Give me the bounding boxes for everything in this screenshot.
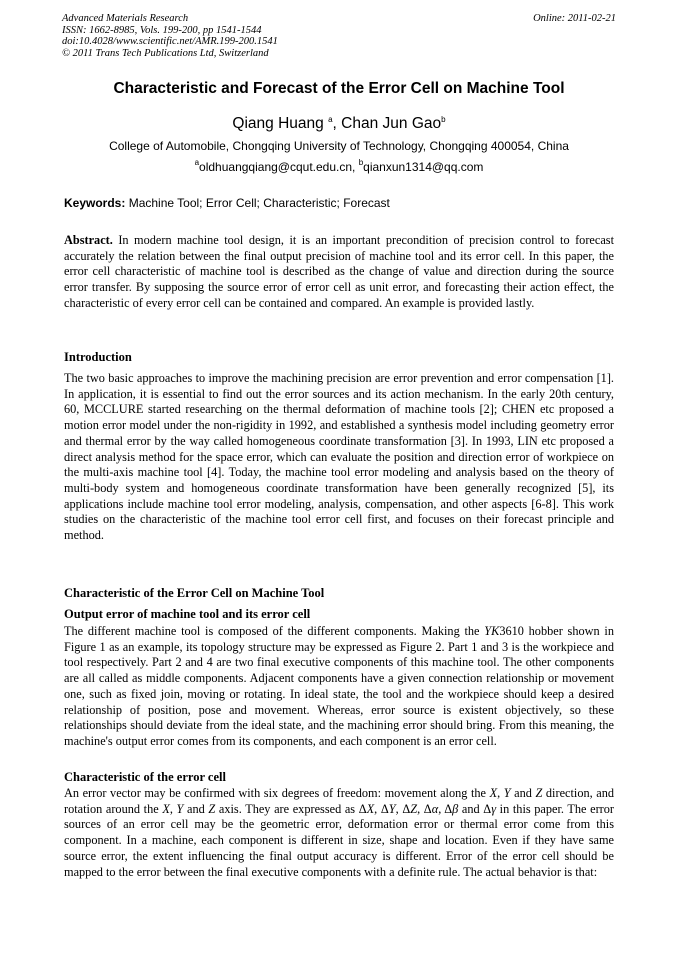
- axis-symbol: Y: [388, 801, 396, 816]
- text-run: The different machine tool is composed of the different components. Making the: [64, 624, 485, 638]
- text-run: , Δ: [438, 801, 453, 816]
- journal-header: [62, 13, 616, 59]
- greek-symbol: γ: [491, 801, 497, 816]
- section-heading-introduction: Introduction: [64, 350, 132, 364]
- text-run: and: [183, 801, 209, 816]
- error-cell-text: [64, 786, 614, 880]
- email-sup: a: [194, 158, 200, 167]
- paper-title: Characteristic and Forecast of the Error Cell on Machine Tool: [113, 80, 565, 97]
- greek-symbol: α: [431, 801, 439, 816]
- author-sup: b: [441, 115, 446, 124]
- model-italic: YK: [484, 624, 500, 638]
- author-list: [0, 115, 678, 133]
- journal-copyright: © 2011 Trans Tech Publications Ltd, Switzerland: [62, 47, 269, 59]
- email-address: qianxun1314@qq.com: [363, 160, 484, 174]
- journal-name: Advanced Materials Research: [62, 13, 189, 24]
- abstract: [64, 233, 614, 312]
- axis-symbol: X: [162, 801, 170, 816]
- journal-doi: doi:10.4028/www.scientific.net/AMR.199-200.1541: [62, 36, 278, 47]
- text-run: , Δ: [417, 801, 432, 816]
- journal-issn: ISSN: 1662-8985, Vols. 199-200, pp 1541-1544: [62, 24, 262, 36]
- text-run: ,: [169, 801, 177, 816]
- axis-symbol: X: [489, 786, 498, 800]
- subsection-heading-error-cell: Characteristic of the error cell: [64, 770, 226, 784]
- keywords-text: Machine Tool; Error Cell; Characteristic; Forecast: [125, 196, 390, 210]
- text-run: An error vector may be confirmed with six degrees of freedom: movement along the: [64, 786, 490, 800]
- introduction-text: The two basic approaches to improve the machining precision are error prevention and error compensation [1]. In application, it is essential to find out the error sources and its action mechanism. In the early 20th century, 60, MCCLURE started researching on the thermal deformation of machine tools [2]; CHEN etc proposed a motion error model under the non-rigidity in 1992, and established a synthesis model including geometry error and thermal error by the way called homogeneous coordinate transformation [3]. In 1993, LIN etc proposed a direct analysis method for the space error, which can evaluate the position and direction error of workpiece on the multi-axis machine tool [4]. Today, the machine tool error modeling and analysis based on the theory of multi-body system and homogeneous coordinate transformation have been generally recognized [5], its applications include machine tool error modeling, analysis, compensation, and other aspects [6-8]. This work studies on the characteristic of the machine tool error cell first, and focuses on their forecast principle and method.: [64, 371, 614, 543]
- subsection-heading-output-error: Output error of machine tool and its error cell: [64, 607, 311, 621]
- text-run: 3610 hobber shown in Figure 1 as an example, its topology structure may be expressed as Figure 2. Part 1 and 3 is the workpiece and tool respectively. Part 2 and 4 are two final executive components of this machine tool. The other components are all called as middle components. Adjacent components have a given connection relationship or movement one, such as fixed join, moving or rotating. In ideal state, the tool and the workpiece should keep a desired relationship of position, pose and movement. Whereas, error source is existent objectively, so these relationships should deviate from the ideal state, and the machining error should bring. From this meaning, the machine's output error comes from its components, and each component is an error cell.: [64, 624, 614, 748]
- text-run: direction, and rotation around the: [64, 786, 615, 816]
- output-error-text: [64, 624, 614, 750]
- text-run: ,: [497, 786, 504, 800]
- email-sup: b: [358, 158, 364, 167]
- keywords: [64, 196, 616, 210]
- axis-symbol: Y: [176, 801, 184, 816]
- author-separator: ,: [332, 115, 342, 132]
- axis-symbol: Z: [208, 801, 216, 816]
- keywords-label: Keywords:: [64, 196, 126, 210]
- text-run: , Δ: [395, 801, 411, 816]
- text-run: and: [510, 786, 536, 800]
- axis-symbol: Z: [535, 786, 543, 800]
- text-run: axis. They are expressed as Δ: [215, 801, 367, 816]
- axis-symbol: X: [366, 801, 375, 816]
- axis-symbol: Z: [410, 801, 418, 816]
- author-name: Chan Jun Gao: [341, 115, 442, 132]
- affiliation: College of Automobile, Chongqing University of Technology, Chongqing 400054, China: [109, 139, 569, 153]
- author-sup: a: [328, 115, 333, 124]
- abstract-label: Abstract.: [64, 233, 113, 247]
- author-name: Qiang Huang: [232, 115, 324, 132]
- text-run: and Δ: [458, 801, 492, 816]
- text-run: in this paper. The error sources of an error cell may be the geometric error, deformation error or thermal error come from this component. In a machine, each component is different in size, shape and location. Even if they have same source error, the extent influencing the final output accuracy is different. Error of the error cell should be mapped to the error between the final executive components with a definite rule. The actual behavior is that:: [64, 801, 615, 879]
- greek-symbol: β: [452, 801, 459, 816]
- axis-symbol: Y: [503, 786, 511, 800]
- text-run: , Δ: [374, 801, 389, 816]
- email-address: oldhuangqiang@cqut.edu.cn,: [199, 160, 359, 174]
- abstract-text: In modern machine tool design, it is an important precondition of precision control to forecast accurately the relation between the final output precision of machine tool and its error cell. In this paper, the error cell characteristic of machine tool is described as the change of value and direction during the source error transfer. By supposing the source error of error cell as unit error, and forecasting their action effect, the characteristic of every error cell can be contained and compared. An example is provided lastly.: [64, 233, 614, 310]
- section-heading-characteristic: Characteristic of the Error Cell on Machine Tool: [64, 586, 325, 600]
- online-date: Online: 2011-02-21: [533, 13, 616, 24]
- email-list: [0, 160, 678, 174]
